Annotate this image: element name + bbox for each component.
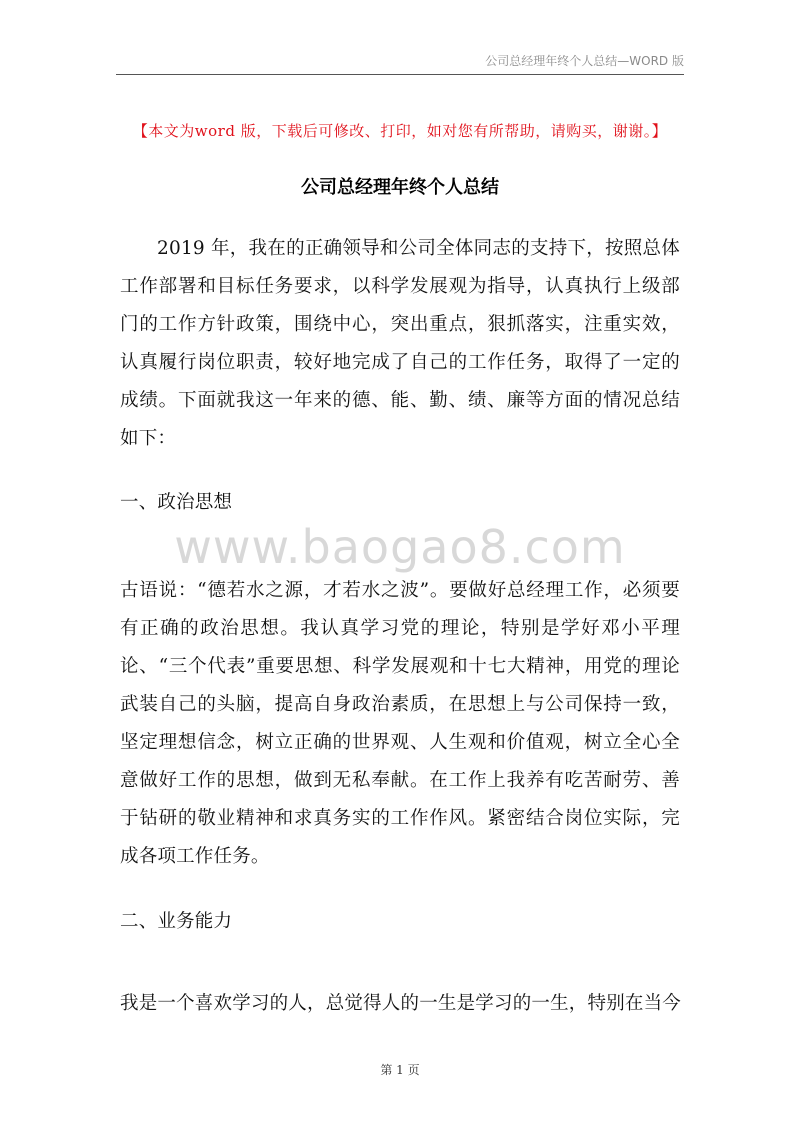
section-body-political: 古语说：“德若水之源，才若水之波”。要做好总经理工作，必须要有正确的政治思想。我认真学习党的理论，特别是学好邓小平理论、“三个代表”重要思想、科学发展观和十七大精神，用党的理论武装自己的头脑，提高自身政治素质，在思想上与公司保持一致，坚定理想信念，树立正确的世界观、人生观和价值观，树立全心全意做好工作的思想，做到无私奉献。在工作上我养有吃苦耐劳、善于钻研的敬业精神和求真务实的工作作风。紧密结合岗位实际，完成各项工作任务。	[120, 580, 680, 867]
section-heading-political: 一、政治思想	[120, 492, 233, 513]
purchase-notice: 【本文为word 版，下载后可修改、打印，如对您有所帮助，请购买，谢谢。】	[132, 122, 668, 140]
page-number: 第 1 页	[380, 1063, 420, 1077]
site-watermark: www.baogao8.com	[174, 520, 626, 574]
section-body-ability: 我是一个喜欢学习的人，总觉得人的一生是学习的一生，特别在当今	[120, 993, 682, 1014]
document-title: 公司总经理年终个人总结	[301, 177, 499, 198]
running-header: 公司总经理年终个人总结—WORD 版	[485, 54, 684, 68]
section-heading-ability: 二、业务能力	[120, 911, 233, 932]
intro-paragraph: 2019 年，我在的正确领导和公司全体同志的支持下，按照总体工作部署和目标任务要求，以科学发展观为指导，认真执行上级部门的工作方针政策，围绕中心，突出重点，狠抓落实，注重实效，认真履行岗位职责，较好地完成了自己的工作任务，取得了一定的成绩。下面就我这一年来的德、能、勤、绩、廉等方面的情况总结如下：	[120, 238, 680, 449]
header-divider	[116, 74, 684, 75]
